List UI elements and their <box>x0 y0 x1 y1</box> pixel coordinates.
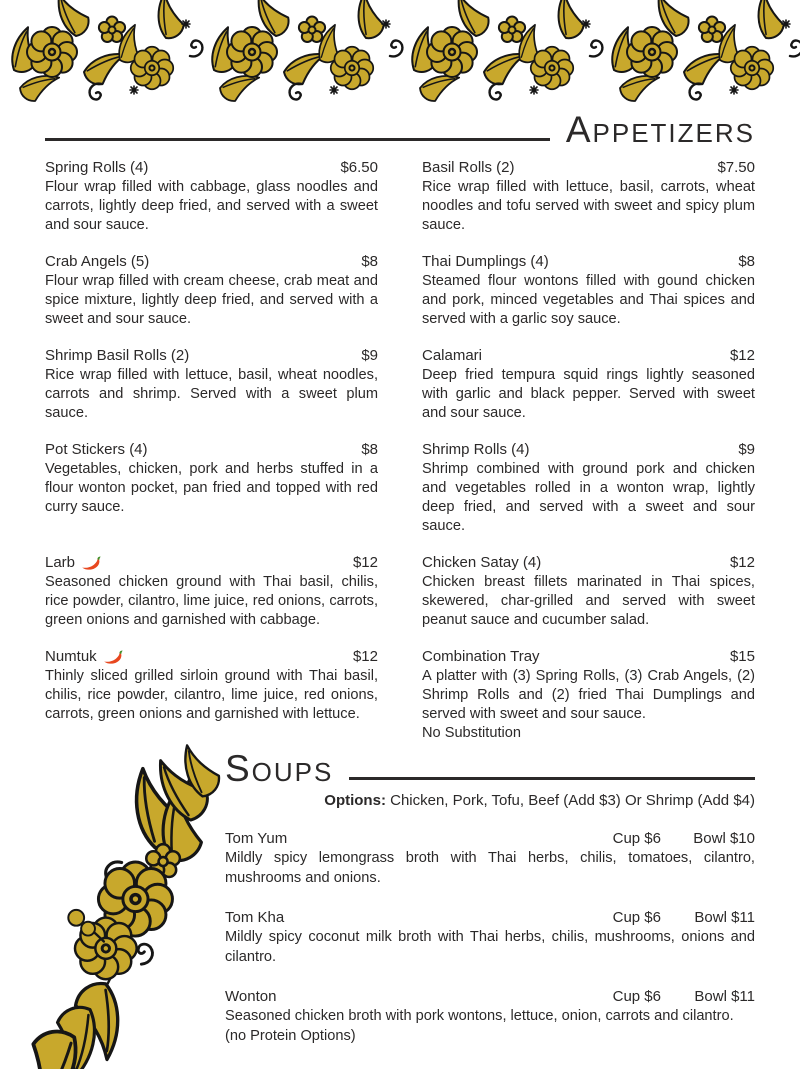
item-description: Steamed flour wontons filled with gound chicken and pork, minced vegetables and Thai spices and served with a garlic soy sauce. <box>422 273 755 327</box>
menu-item <box>422 251 755 329</box>
item-description: A platter with (3) Spring Rolls, (3) Crab Angels, (2) Shrimp Rolls and (2) fried Thai Dumplings and served with sweet and sour sauce. <box>422 668 755 722</box>
item-description: Thinly sliced grilled sirloin ground with Thai basil, chilis, rice powder, cilantro, lime juice, red onions, carrots, green onions and garnished with lettuce. <box>45 668 378 722</box>
soup-item <box>225 907 755 967</box>
item-name: Shrimp Rolls (4) <box>422 441 530 458</box>
item-price: $9 <box>361 347 378 364</box>
item-name: Pot Stickers (4) <box>45 441 148 458</box>
soups-rule <box>349 777 755 780</box>
appetizers-rule <box>45 138 550 141</box>
item-description: Rice wrap filled with lettuce, basil, wheat noodles, carrots and shrimp. Served with a sweet plum sauce. <box>45 367 378 421</box>
chili-pepper-icon <box>81 556 102 571</box>
item-name: Larb <box>45 552 102 573</box>
item-name: Combination Tray <box>422 648 540 665</box>
item-price: $12 <box>729 554 755 571</box>
soups-list <box>225 828 755 1046</box>
soup-description: Seasoned chicken broth with pork wontons, lettuce, onion, carrots and cilantro. <box>225 1008 734 1024</box>
item-name: Thai Dumplings (4) <box>422 253 549 270</box>
soup-name: Tom Kha <box>225 909 285 926</box>
item-price: $15 <box>729 648 755 665</box>
soup-description: Mildly spicy coconut milk broth with Thai herbs, chilis, mushrooms, onions and cilantro. <box>225 929 755 965</box>
bowl-price: Bowl $10 <box>693 830 755 847</box>
item-price: $9 <box>738 441 755 458</box>
soup-options <box>225 791 755 811</box>
item-price: $8 <box>361 253 378 270</box>
item-name: Spring Rolls (4) <box>45 159 149 176</box>
appetizers-section <box>45 111 755 743</box>
item-description: Flour wrap filled with cream cheese, crab meat and spice mixture, lightly deep fried, and served with a sweet and sour sauce. <box>45 273 378 327</box>
item-note: No Substitution <box>422 725 521 741</box>
menu-item <box>45 251 378 329</box>
item-name: Chicken Satay (4) <box>422 554 542 571</box>
item-name: Basil Rolls (2) <box>422 159 515 176</box>
soup-note: (no Protein Options) <box>225 1027 356 1044</box>
item-name: Crab Angels (5) <box>45 253 150 270</box>
item-description: Flour wrap filled with cabbage, glass noodles and carrots, lightly deep fried, and served with a sweet and sour sauce. <box>45 179 378 233</box>
options-text: Chicken, Pork, Tofu, Beef (Add $3) Or Shrimp (Add $4) <box>390 792 755 809</box>
item-price: $7.50 <box>717 159 755 176</box>
soup-name: Tom Yum <box>225 830 288 847</box>
chili-pepper-icon <box>103 650 124 665</box>
item-description: Seasoned chicken ground with Thai basil, chilis, rice powder, cilantro, lime juice, red onions, carrots, green onions and garnished with cabbage. <box>45 574 378 628</box>
item-price: $6.50 <box>340 159 378 176</box>
soups-title: Soups <box>225 748 334 789</box>
menu-item <box>422 345 755 423</box>
soup-item <box>225 986 755 1046</box>
bowl-price: Bowl $11 <box>694 988 755 1005</box>
gold-floral-sprig-icon <box>44 749 218 1055</box>
item-description: Chicken breast fillets marinated in Thai spices, skewered, char-grilled and served with sweet peanut sauce and cucumber salad. <box>422 574 755 628</box>
soup-item <box>225 828 755 888</box>
menu-item <box>422 552 755 630</box>
item-price: $12 <box>352 648 378 665</box>
item-description: Rice wrap filled with lettuce, basil, carrots, wheat noodles and tofu served with sweet and spicy plum sauce. <box>422 179 755 233</box>
soups-section <box>45 747 755 1069</box>
cup-price: Cup $6 <box>612 988 661 1005</box>
menu-item <box>45 646 378 743</box>
item-price: $12 <box>352 554 378 571</box>
item-price: $8 <box>738 253 755 270</box>
soup-name: Wonton <box>225 988 277 1005</box>
appetizers-title: Appetizers <box>565 109 755 150</box>
item-name: Numtuk <box>45 646 124 667</box>
item-description: Vegetables, chicken, pork and herbs stuffed in a flour wonton pocket, pan fried and topped with red curry sauce. <box>45 461 378 515</box>
cup-price: Cup $6 <box>612 909 661 926</box>
item-price: $8 <box>361 441 378 458</box>
floral-border <box>0 0 800 105</box>
item-description: Deep fried tempura squid rings lightly seasoned with garlic and black pepper. Served with sweet and sour sauce. <box>422 367 755 421</box>
item-name: Shrimp Basil Rolls (2) <box>45 347 190 364</box>
menu-item <box>45 157 378 235</box>
menu-item <box>422 439 755 536</box>
options-label: Options: <box>324 792 386 809</box>
cup-price: Cup $6 <box>612 830 661 847</box>
gold-floral-border-icon <box>0 8 800 105</box>
menu-item <box>45 345 378 423</box>
soup-description: Mildly spicy lemongrass broth with Thai herbs, chilis, tomatoes, cilantro, mushrooms and onions. <box>225 850 755 886</box>
item-name: Calamari <box>422 347 483 364</box>
menu-item <box>422 646 755 743</box>
item-price: $12 <box>729 347 755 364</box>
bowl-price: Bowl $11 <box>694 909 755 926</box>
menu-item <box>45 552 378 630</box>
item-description: Shrimp combined with ground pork and chicken and vegetables rolled in a wonton wrap, lightly deep fried, and served with a sweet and sour sauce. <box>422 461 755 534</box>
appetizers-list <box>45 157 755 743</box>
menu-item <box>422 157 755 235</box>
menu-item <box>45 439 378 536</box>
